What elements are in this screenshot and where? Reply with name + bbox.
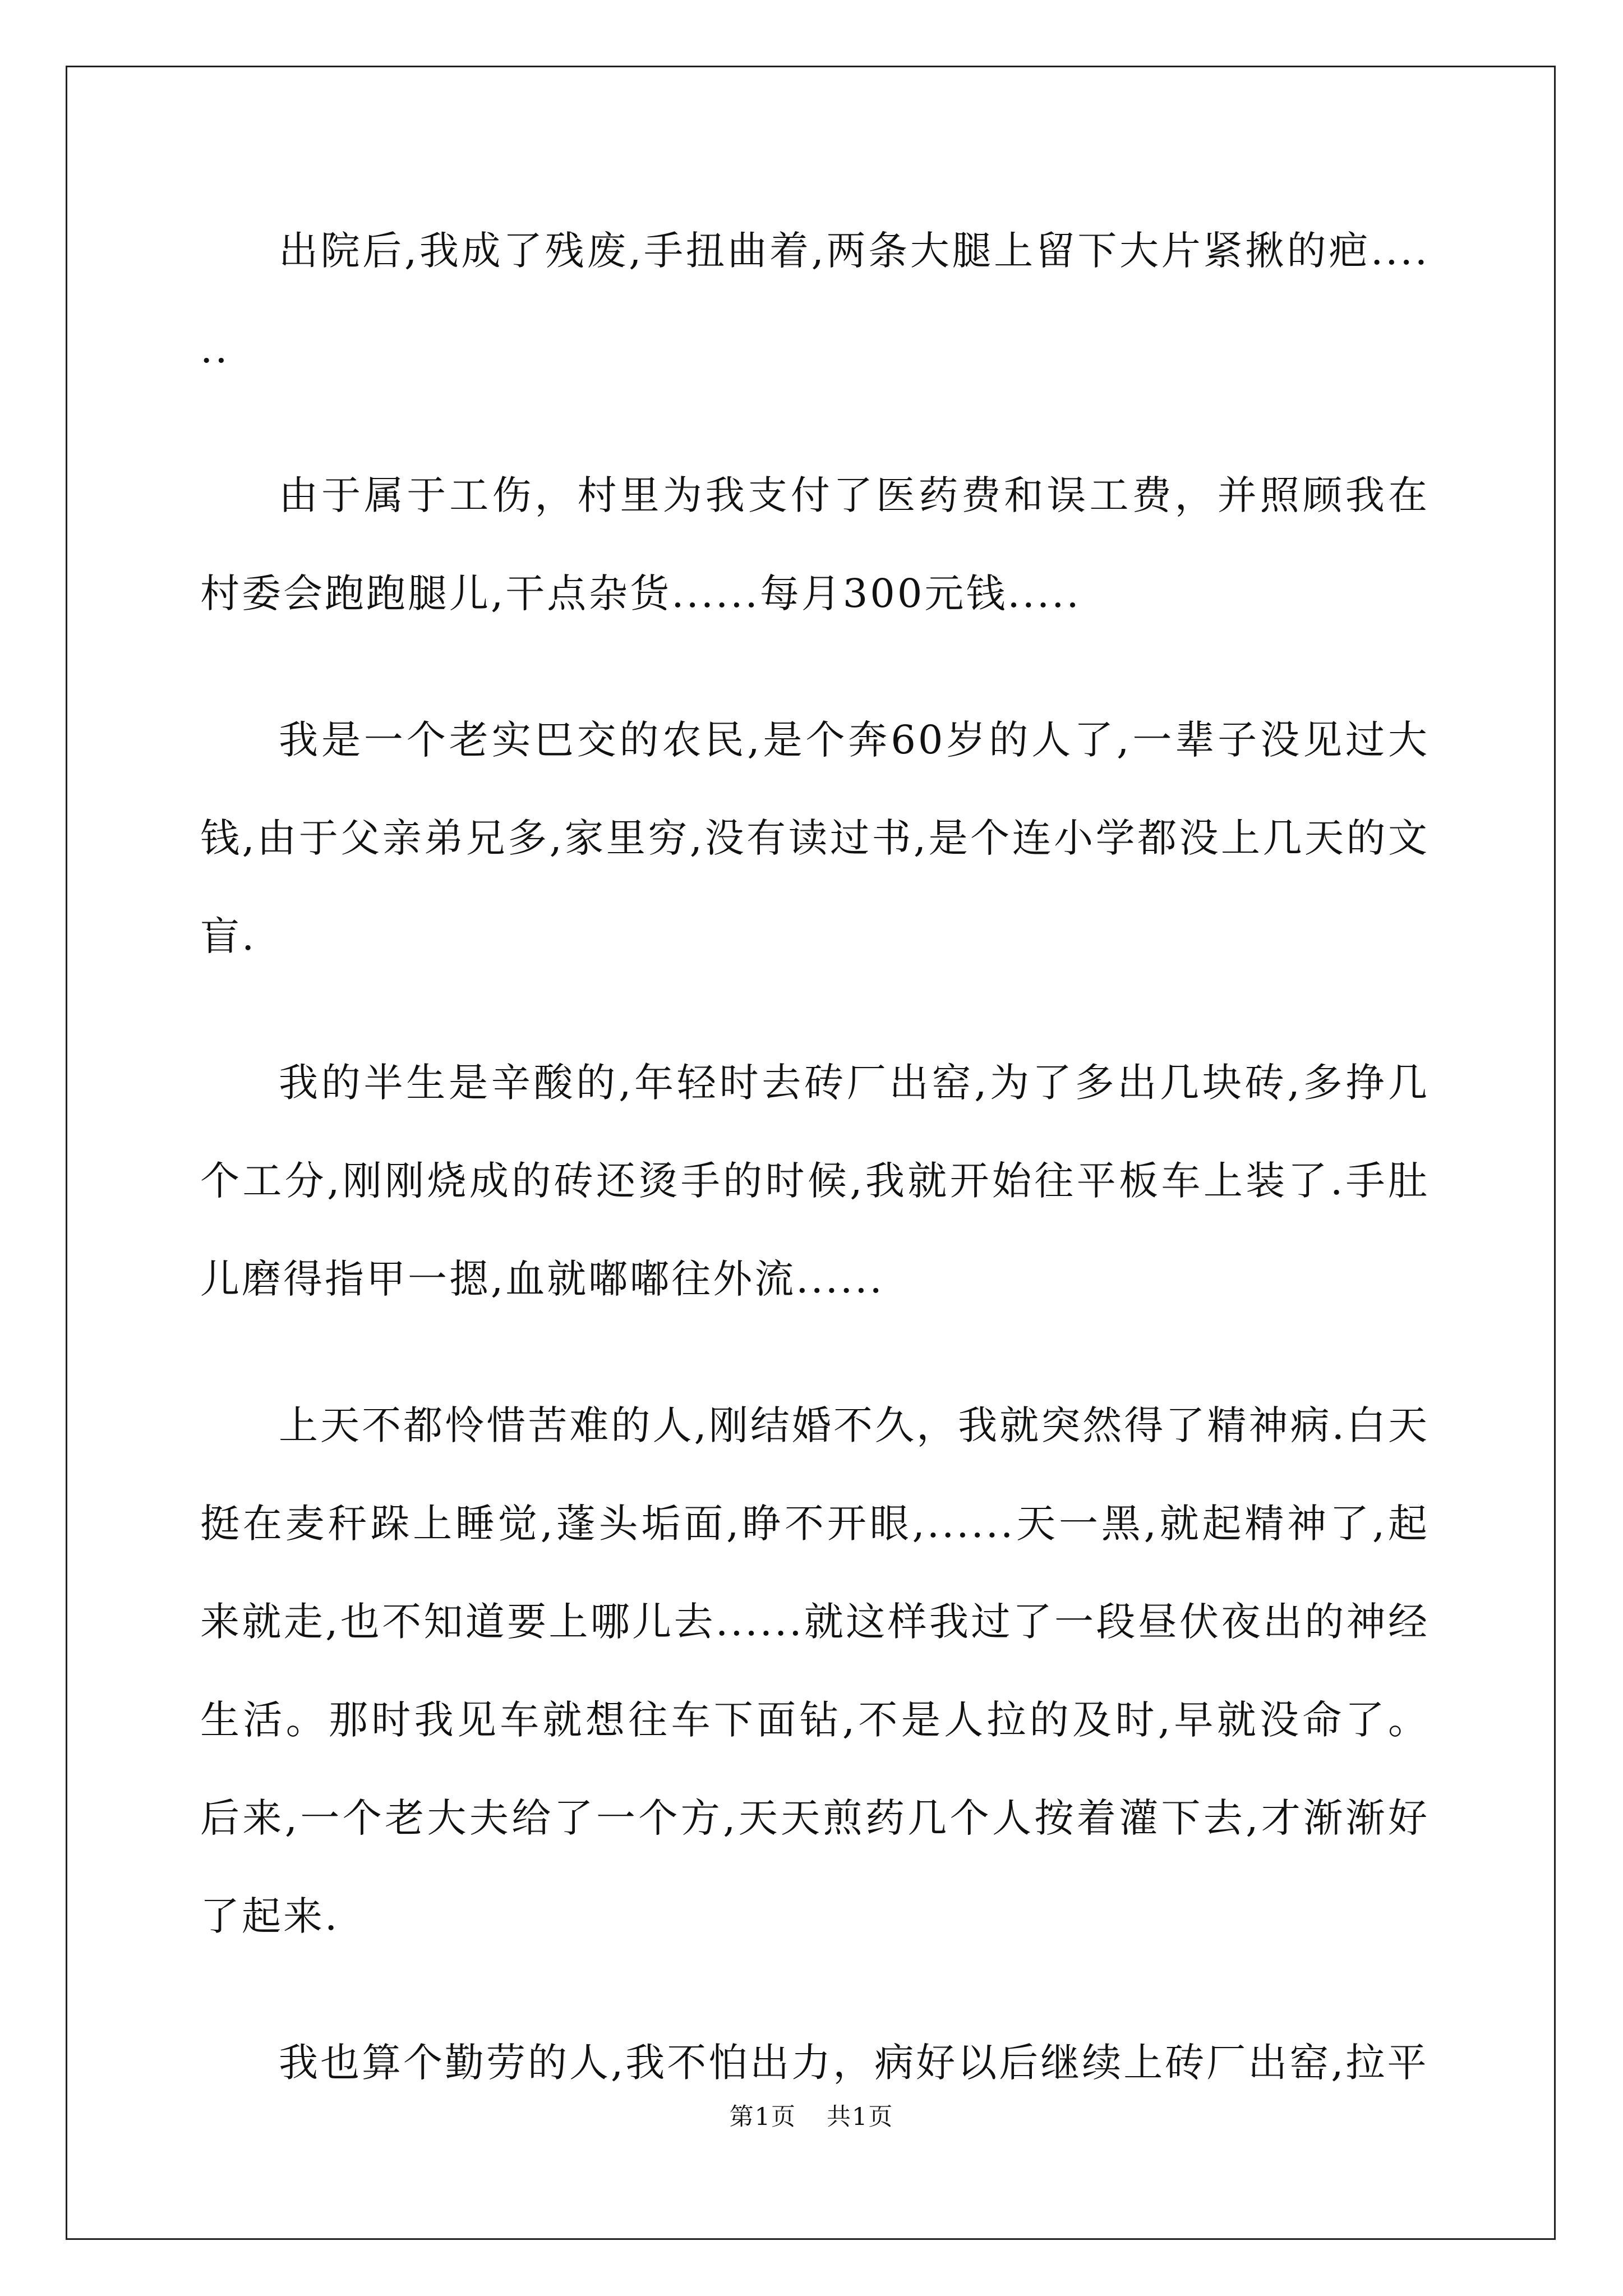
page-total: 共1页 (827, 2103, 894, 2131)
page-number: 第1页 (729, 2103, 796, 2131)
paragraph-3: 我是一个老实巴交的农民,是个奔60岁的人了,一辈子没见过大钱,由于父亲弟兄多,家里穷,没有读过书,是个连小学都没上几天的文盲. (200, 717, 1430, 959)
page-footer (0, 2098, 1623, 2132)
paragraph-2: 由于属于工伤，村里为我支付了医药费和误工费，并照顾我在村委会跑跑腿儿,干点杂货......每月300元钱..... (200, 472, 1430, 616)
paragraph-6: 我也算个勤劳的人,我不怕出力，病好以后继续上砖厂出窑,拉平 (279, 2040, 1429, 2086)
paragraph-5: 上天不都怜惜苦难的人,刚结婚不久，我就突然得了精神病.白天挺在麦秆跺上睡觉,蓬头垢面,睁不开眼,......天一黑,就起精神了,起来就走,也不知道要上哪儿去......就这样我过了一段昼伏夜出的神经生活。那时我见车就想往车下面钻,不是人拉的及时,早就没命了。后来,一个老大夫给了一个方,天天煎药几个人按着灌下去,才渐渐好了起来. (200, 1402, 1430, 1939)
paragraph-4: 我的半生是辛酸的,年轻时去砖厂出窑,为了多出几块砖,多挣几个工分,刚刚烧成的砖还烫手的时候,我就开始往平板车上装了.手肚儿磨得指甲一摁,血就嘟嘟往外流...... (200, 1060, 1430, 1302)
document-body (200, 202, 1430, 2160)
paragraph-1: 出院后,我成了残废,手扭曲着,两条大腿上留下大片紧揪的疤...... (200, 228, 1430, 372)
